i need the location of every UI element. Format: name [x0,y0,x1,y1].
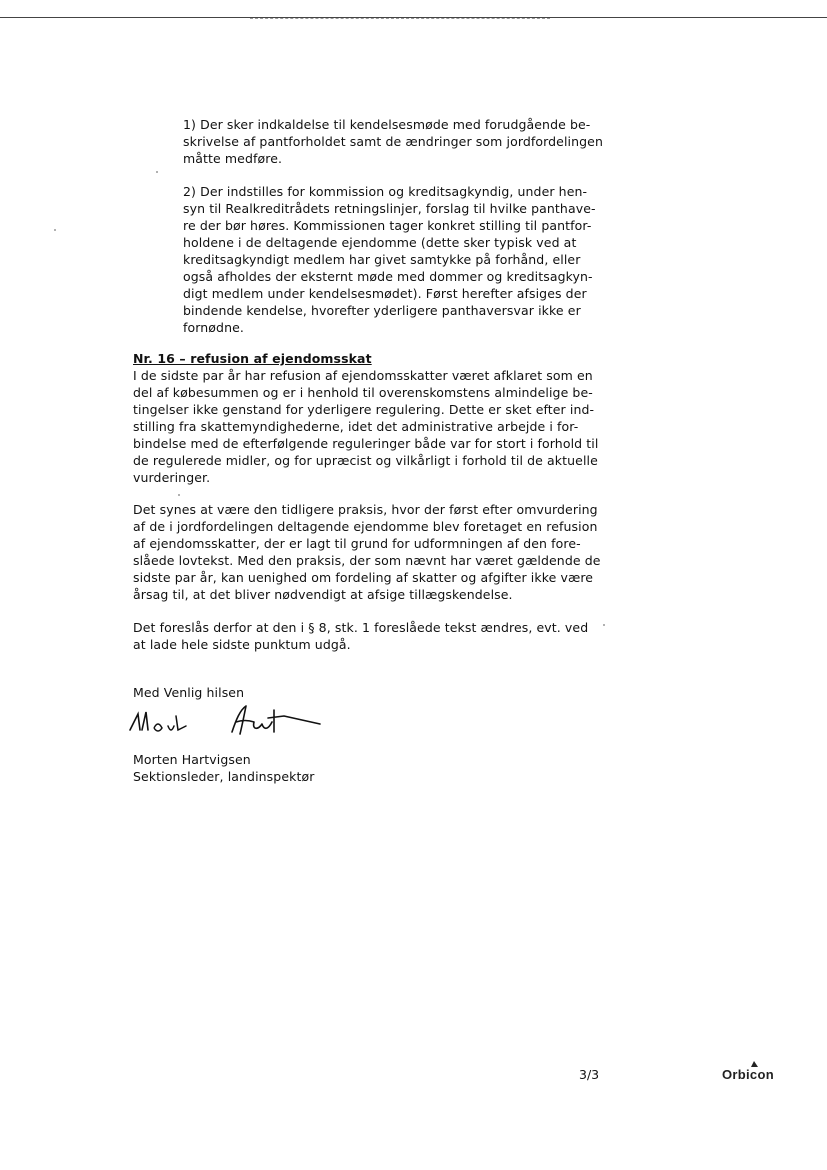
text-line: Det synes at være den tidligere praksis, hvor der først efter omvurdering [133,502,598,517]
signer-block [133,751,314,785]
text-line: de regulerede midler, og for upræcist og vilkårligt i forhold til de aktuelle [133,453,598,468]
text-line: kreditsagkyndigt medlem har givet samtykke på forhånd, eller [183,252,581,267]
paragraph-3 [133,619,588,653]
section-heading: Nr. 16 – refusion af ejendomsskat [133,351,372,366]
text-line: også afholdes der eksternt møde med dommer og kreditsagkyn- [183,269,593,284]
text-line: at lade hele sidste punktum udgå. [133,637,351,652]
paragraph-2 [133,501,601,603]
signer-name: Morten Hartvigsen [133,752,251,767]
signer-title: Sektionsleder, landinspektør [133,769,315,784]
company-logo [722,1061,786,1091]
page-number: 3/3 [579,1067,600,1082]
text-line: 1) Der sker indkaldelse til kendelsesmøde med forudgående be- [183,117,591,132]
text-line: skrivelse af pantforholdet samt de ændringer som jordfordelingen [183,134,603,149]
text-line: af ejendomsskatter, der er lagt til grund for udformningen af den fore- [133,536,581,551]
section-16 [133,350,598,486]
text-line: af de i jordfordelingen deltagende ejendomme blev foretaget en refusion [133,519,598,534]
scan-speck [603,624,605,626]
list-item-1 [183,116,603,167]
text-line: vurderinger. [133,470,211,485]
text-line: bindende kendelse, hvorefter yderligere panthaversvar ikke er [183,303,581,318]
scan-speck [54,229,56,231]
text-line: 2) Der indstilles for kommission og kreditsagkyndig, under hen- [183,184,588,199]
text-line: re der bør høres. Kommissionen tager konkret stilling til pantfor- [183,218,592,233]
text-line: del af købesummen og er i henhold til overenskomstens almindelige be- [133,385,593,400]
handwritten-signature [128,700,328,742]
list-item-2 [183,183,596,336]
text-line: tingelser ikke genstand for yderligere regulering. Dette er sket efter ind- [133,402,595,417]
closing-greeting: Med Venlig hilsen [133,685,245,700]
text-line: I de sidste par år har refusion af ejendomsskatter været afklaret som en [133,368,593,383]
text-line: holdene i de deltagende ejendomme (dette sker typisk ved at [183,235,577,250]
text-line: stilling fra skattemyndighederne, idet det administrative arbejde i for- [133,419,579,434]
scan-speck [178,494,180,496]
text-line: digt medlem under kendelsesmødet). Først herefter afsiges der [183,286,587,301]
text-line: Det foreslås derfor at den i § 8, stk. 1 foreslåede tekst ændres, evt. ved [133,620,589,635]
scan-edge-line-faint [250,18,550,19]
text-line: årsag til, at det bliver nødvendigt at afsige tillægskendelse. [133,587,513,602]
scan-speck [156,171,158,173]
text-line: slåede lovtekst. Med den praksis, der som nævnt har været gældende de [133,553,601,568]
text-line: bindelse med de efterfølgende reguleringer både var for stort i forhold til [133,436,599,451]
text-line: fornødne. [183,320,244,335]
text-line: måtte medføre. [183,151,283,166]
text-line: syn til Realkreditrådets retningslinjer, forslag til hvilke panthave- [183,201,596,216]
logo-text: Orbicon [722,1067,774,1082]
text-line: sidste par år, kan uenighed om fordeling af skatter og afgifter ikke være [133,570,594,585]
